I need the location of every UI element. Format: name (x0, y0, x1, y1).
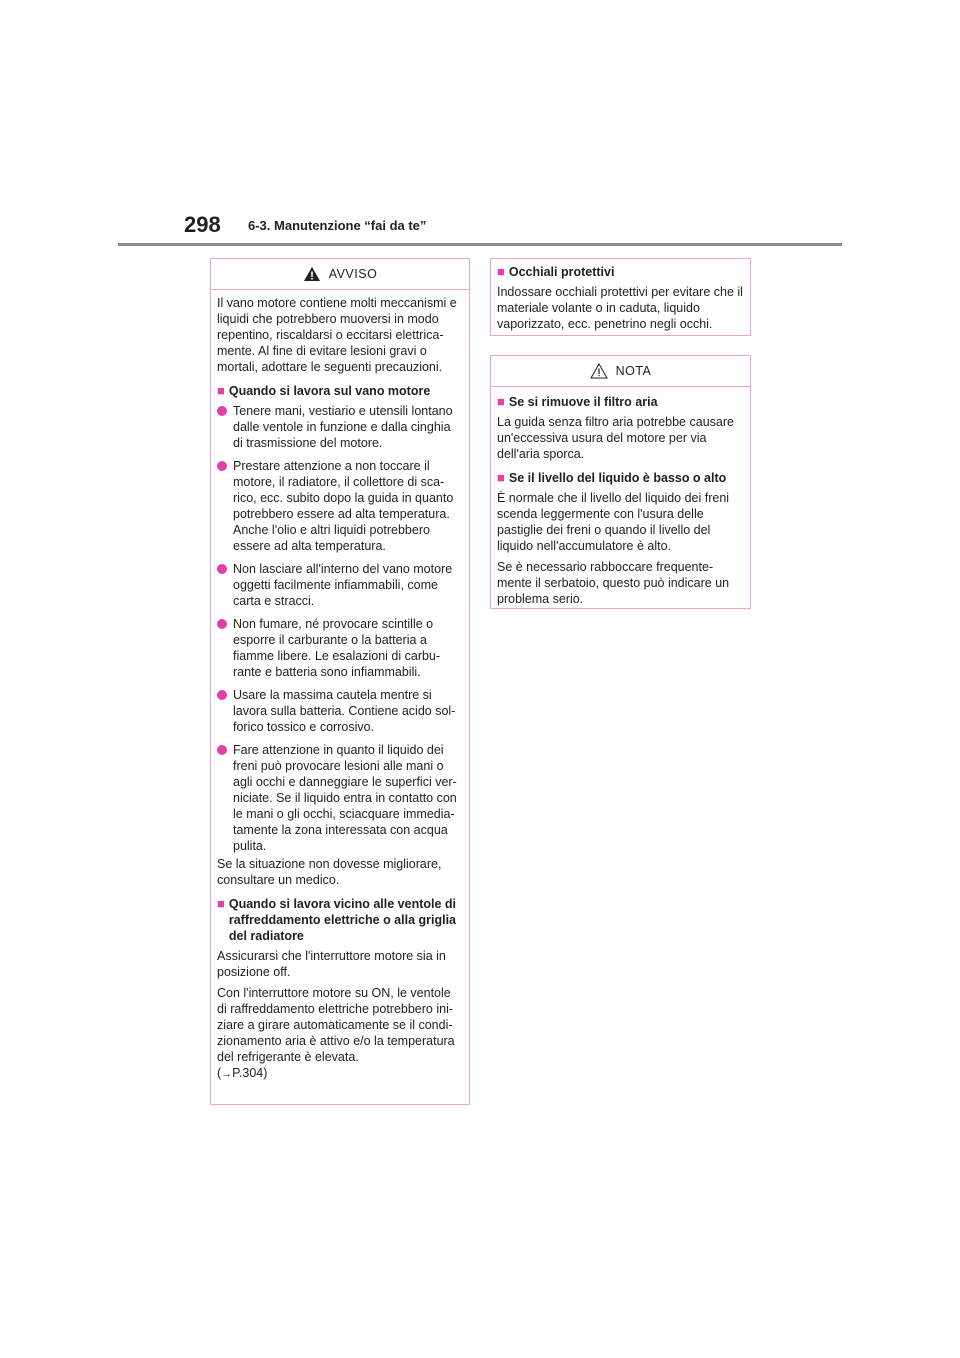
warning-section-heading: ■ Quando si lavora sul vano motore (217, 383, 431, 398)
square-bullet-icon: ■ (497, 470, 505, 485)
circle-bullet-icon (217, 564, 227, 574)
square-bullet-icon: ■ (497, 264, 505, 279)
square-bullet-icon: ■ (217, 383, 225, 398)
arrow-right-icon: → (221, 1068, 233, 1080)
circle-bullet-icon (217, 690, 227, 700)
notice-box (490, 355, 751, 609)
page-number: 298 (184, 212, 221, 237)
goggles-heading: ■ Occhiali protettivi (497, 264, 615, 279)
circle-bullet-icon (217, 461, 227, 471)
warning-paragraph: Assicurarsi che l'interruttore motore sia in posizione off. (217, 949, 446, 979)
page-reference-link[interactable]: P.304 (232, 1066, 264, 1080)
notice-section-heading: ■ Se si rimuove il filtro aria (497, 394, 658, 409)
list-item: Tenere mani, vestiario e utensili lontano dalle ventole in funzione e dalla cinghia di trasmissione del motore. (217, 403, 463, 451)
notice-header (491, 356, 750, 387)
notice-paragraph: È normale che il livello del liquido dei freni scenda leggermente con l'usura delle pastiglie dei freni o quando il livello del liquido nell'accumulatore è alto. (497, 491, 730, 553)
section-title: 6-3. Manutenzione “fai da te” (248, 218, 427, 233)
warning-header (211, 259, 469, 290)
warning-paragraph: Con l'interruttore motore su ON, le ventole di raffreddamento elettriche potrebbero ini-ziare a girare automaticamente se il condi-zionamento aria è attivo e/o la temperatura del refrigerante è elevata. (→P.304) (217, 986, 455, 1080)
goggles-box (490, 258, 751, 336)
notice-section-heading: ■ Se il livello del liquido è basso o alto (497, 470, 727, 485)
list-item: Non lasciare all'interno del vano motore oggetti facilmente infiammabili, come carta e stracci. (217, 561, 463, 609)
notice-title: NOTA (615, 364, 652, 378)
circle-bullet-icon (217, 619, 227, 629)
list-item: Prestare attenzione a non toccare il motore, il radiatore, il collettore di sca-rico, ecc. subito dopo la guida in quanto potrebbero essere ad alta temperatura. Anche l'olio e altri liquidi potrebbero essere ad alta temperatura. (217, 458, 463, 554)
notice-paragraph: Se è necessario rabboccare frequente-mente il serbatoio, questo può indicare un problema serio. (497, 560, 730, 606)
notice-paragraph: La guida senza filtro aria potrebbe causare un'eccessiva usura del motore per via dell'aria sporca. (497, 415, 734, 461)
list-item: Non fumare, né provocare scintille o esporre il carburante o la batteria a fiamme libere. Le esalazioni di carbu-rante e batteria sono infiammabili. (217, 616, 463, 680)
goggles-text: Indossare occhiali protettivi per evitare che il materiale volante o in caduta, liquido vaporizzato, ecc. penetrino negli occhi. (497, 285, 743, 331)
warning-section-heading: ■ Quando si lavora vicino alle ventole di raffreddamento elettriche o alla griglia del radiatore (217, 896, 457, 943)
warning-box (210, 258, 470, 1105)
warning-title: AVVISO (328, 267, 378, 281)
circle-bullet-icon (217, 745, 227, 755)
caution-triangle-icon (590, 363, 608, 379)
warning-triangle-icon (303, 266, 321, 282)
warning-intro: Il vano motore contiene molti meccanismi e liquidi che potrebbero muoversi in modo repentino, riscaldarsi o eccitarsi elettrica-mente. Al fine di evitare lesioni gravi o mortali, adottare le seguenti precauzioni. (217, 296, 457, 374)
list-item: Usare la massima cautela mentre si lavora sulla batteria. Contiene acido sol-forico tossico e corrosivo. (217, 687, 463, 735)
header-rule (118, 243, 842, 246)
list-item: Fare attenzione in quanto il liquido dei freni può provocare lesioni alle mani o agli occhi e danneggiare le superfici ver-niciate. Se il liquido entra in contatto con le mani o gli occhi, sciacquare immedia-tamente la zona interessata con acqua pulita. (217, 742, 463, 854)
square-bullet-icon: ■ (497, 394, 505, 409)
circle-bullet-icon (217, 406, 227, 416)
warning-after-text: Se la situazione non dovesse migliorare, consultare un medico. (217, 857, 442, 887)
square-bullet-icon: ■ (217, 896, 225, 911)
